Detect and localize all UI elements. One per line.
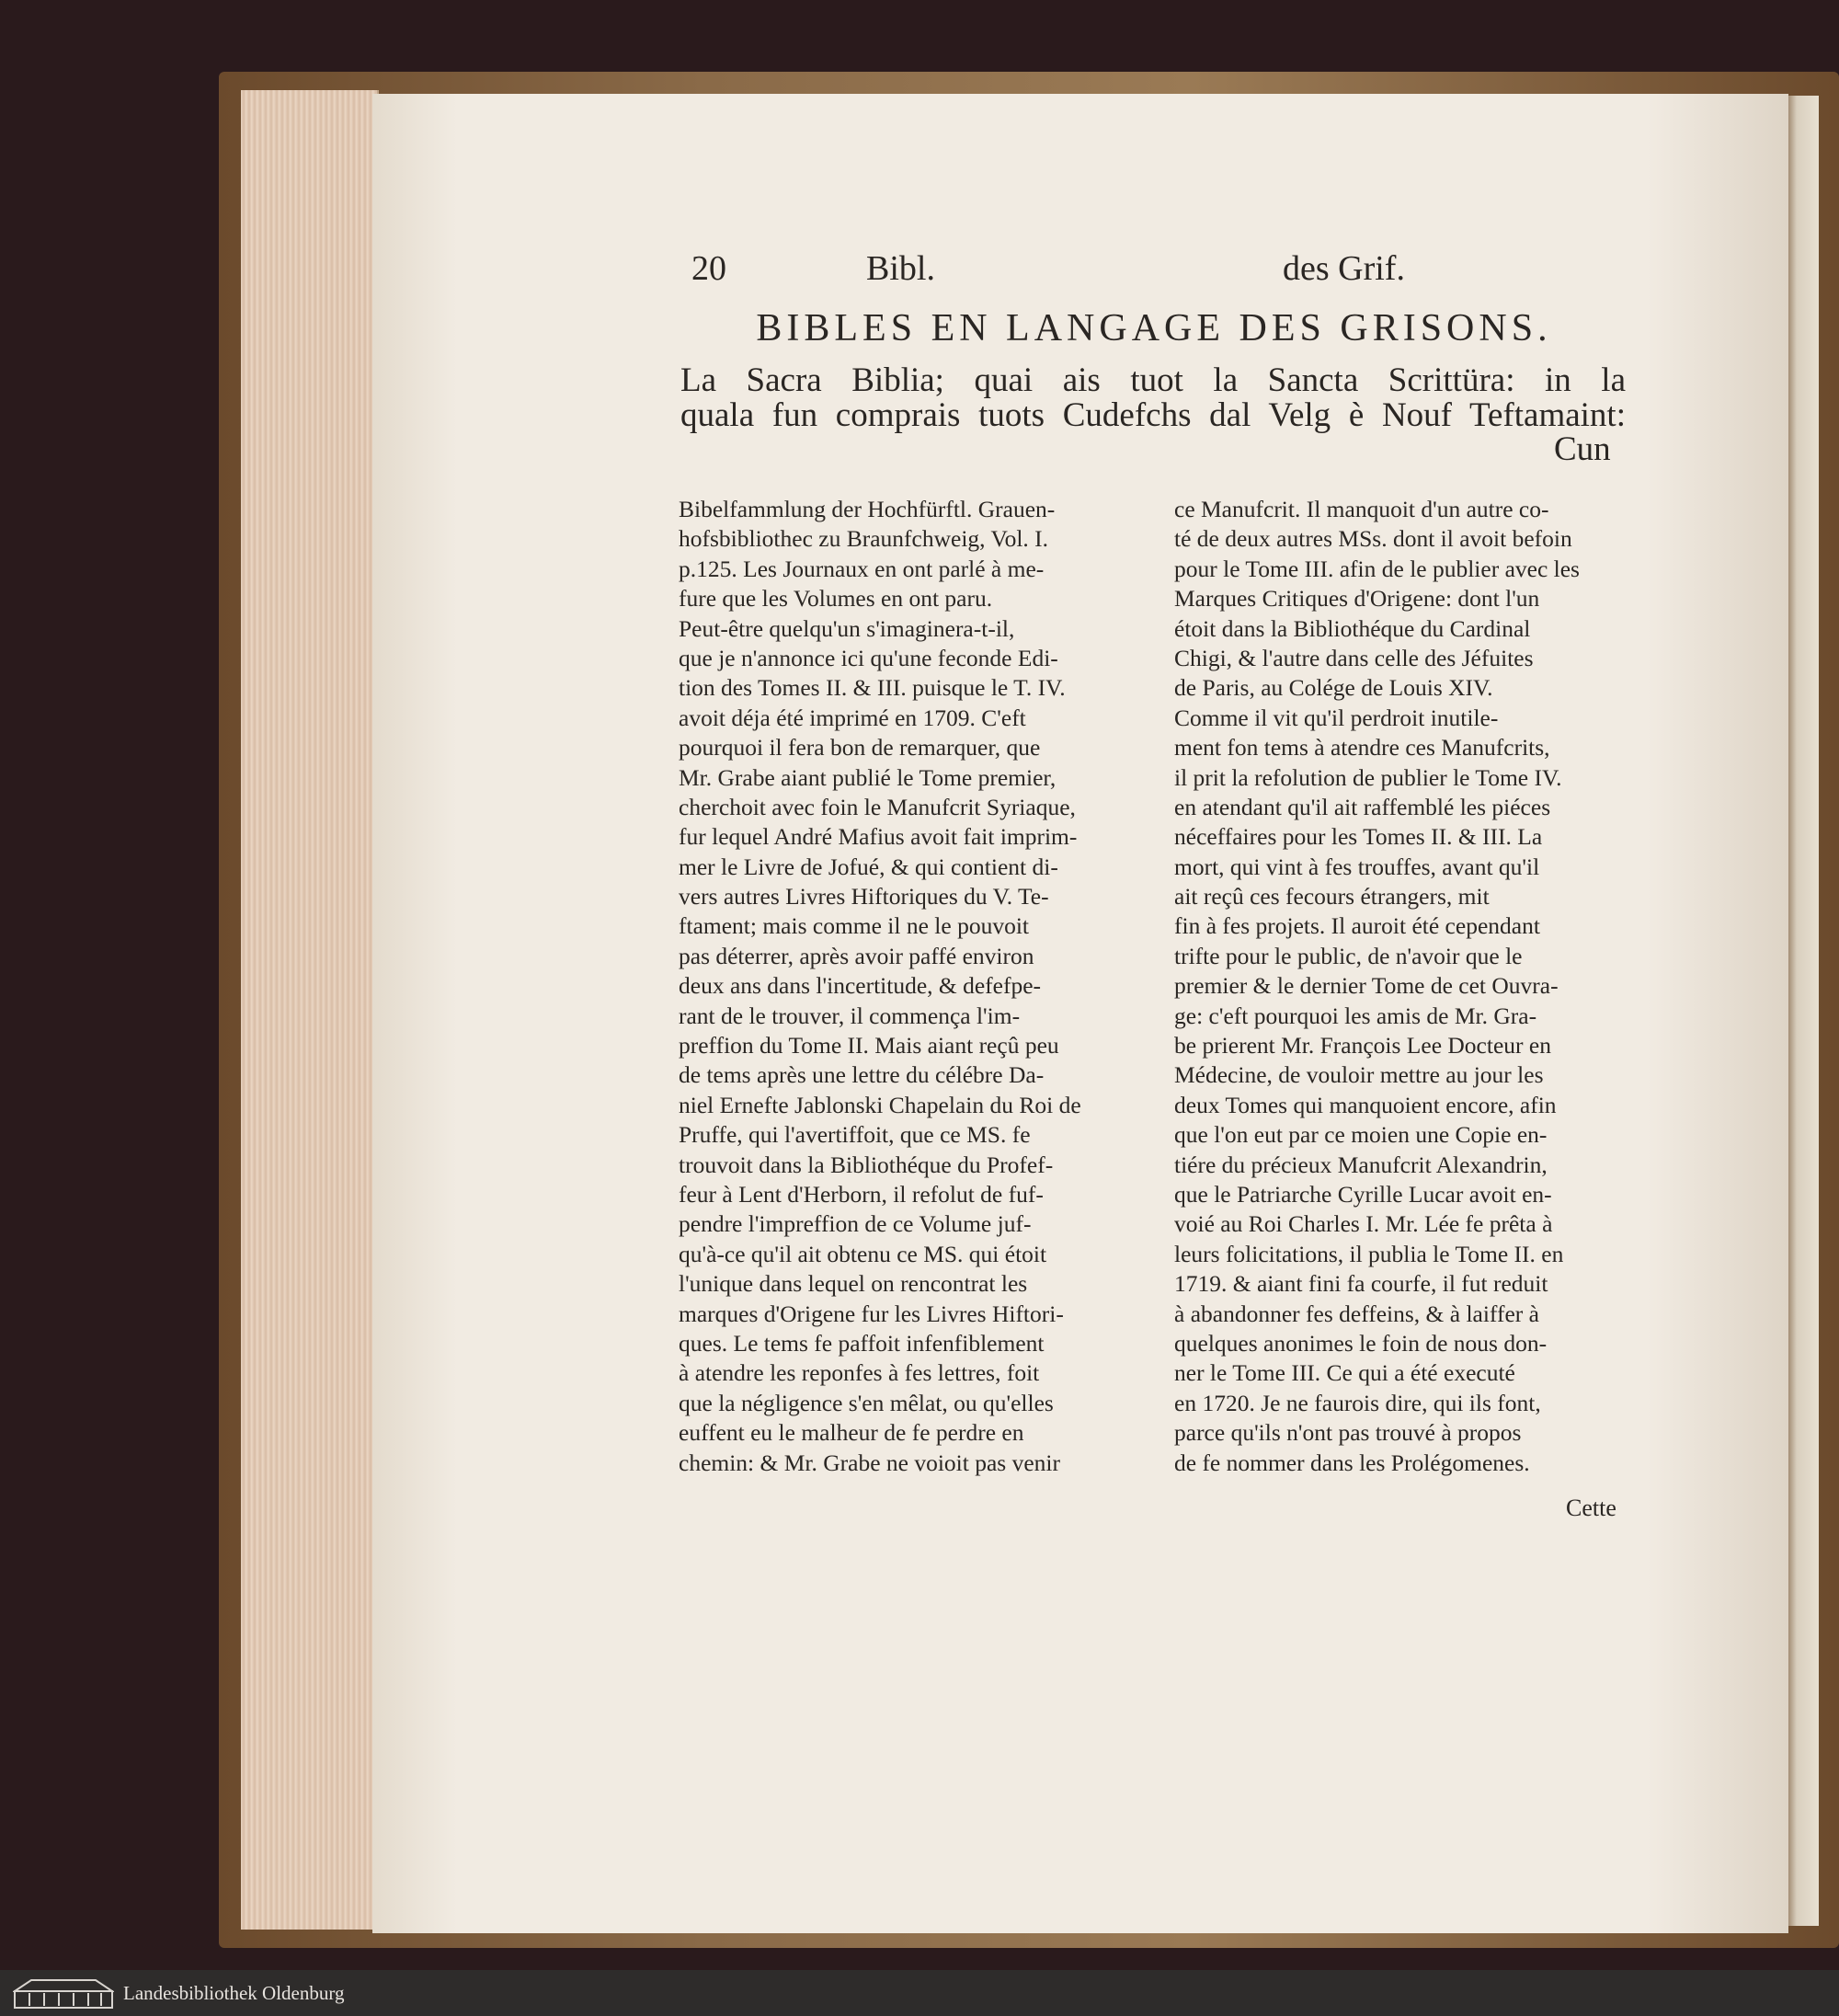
text-line: Pruffe, qui l'avertiffoit, que ce MS. fe (679, 1121, 1031, 1149)
text-line: p.125. Les Journaux en ont parlé à me- (679, 555, 1045, 582)
text-line: 1719. & aiant fini fa courfe, il fut reduit (1174, 1270, 1548, 1298)
entry-line-end: Cun (1554, 430, 1611, 468)
text-line: l'unique dans lequel on rencontrat les (679, 1270, 1028, 1298)
text-line: de tems après une lettre du célébre Da- (679, 1061, 1045, 1089)
text-line: Peut-être quelqu'un s'imaginera-t-il, (679, 614, 1015, 642)
text-line: pendre l'impreffion de ce Volume juf- (679, 1210, 1032, 1238)
text-line: deux Tomes qui manquoient encore, afin (1174, 1091, 1557, 1118)
text-line: trouvoit dans la Bibliothéque du Profef- (679, 1151, 1054, 1178)
text-line: Médecine, de vouloir mettre au jour les (1174, 1061, 1544, 1089)
text-line: fur lequel André Mafius avoit fait imprim- (679, 823, 1078, 851)
text-line: cherchoit avec foin le Manufcrit Syriaque, (679, 793, 1076, 820)
text-line: ment fon tems à atendre ces Manufcrits, (1174, 734, 1550, 762)
left-column (679, 495, 1143, 1478)
institution-name: Landesbibliothek Oldenburg (123, 1982, 345, 2004)
text-line: ques. Le tems fe paffoit infenfiblement (679, 1329, 1045, 1357)
text-line: que l'on eut par ce moien une Copie en- (1174, 1121, 1548, 1149)
section-title: BIBLES EN LANGAGE DES GRISONS. (756, 307, 1552, 349)
text-line: étoit dans la Bibliothéque du Cardinal (1174, 614, 1531, 642)
entry-line: quala fun comprais tuots Cudefchs dal Velg è Nouf Teftamaint: (680, 396, 1626, 434)
page-number: 20 (691, 249, 726, 288)
text-line: premier & le dernier Tome de cet Ouvra- (1174, 972, 1559, 1000)
text-line: avoit déja été imprimé en 1709. C'eft (679, 704, 1026, 731)
text-line: que la négligence s'en mêlat, ou qu'elles (679, 1389, 1054, 1416)
text-line: quelques anonimes le foin de nous don- (1174, 1329, 1548, 1357)
text-line: de Paris, au Colége de Louis XIV. (1174, 674, 1493, 702)
text-line: ce Manufcrit. Il manquoit d'un autre co- (1174, 496, 1549, 522)
page-fore-edge (241, 90, 379, 1930)
text-line: Bibelfammlung der Hochfürftl. Grauen- (679, 496, 1056, 522)
text-line: marques d'Origene fur les Livres Hiftori- (679, 1300, 1064, 1327)
text-line: fure que les Volumes en ont paru. (679, 585, 993, 613)
text-line: té de deux autres MSs. dont il avoit befoin (1174, 525, 1572, 553)
text-line: ner le Tome III. Ce qui a été executé (1174, 1359, 1515, 1387)
text-line: ge: c'eft pourquoi les amis de Mr. Gra- (1174, 1002, 1537, 1029)
footer-bar (0, 1970, 1839, 2016)
library-building-icon (13, 1978, 114, 2010)
text-line: leurs folicitations, il publia le Tome II. en (1174, 1240, 1564, 1267)
text-line: preffion du Tome II. Mais aiant reçû peu (679, 1032, 1059, 1060)
text-line: en atendant qu'il ait raffemblé les piéces (1174, 793, 1551, 820)
catchword: Cette (1566, 1495, 1616, 1521)
text-line: pourquoi il fera bon de remarquer, que (679, 734, 1041, 762)
text-line: Chigi, & l'autre dans celle des Jéfuites (1174, 644, 1534, 671)
text-line: pas déterrer, après avoir paffé environ (679, 942, 1034, 969)
text-line: ait reçû ces fecours étrangers, mit (1174, 883, 1490, 911)
text-line: Marques Critiques d'Origene: dont l'un (1174, 585, 1540, 613)
text-line: Comme il vit qu'il perdroit inutile- (1174, 704, 1499, 731)
text-line: en 1720. Je ne faurois dire, qui ils font, (1174, 1389, 1541, 1416)
text-line: tiére du précieux Manufcrit Alexandrin, (1174, 1151, 1548, 1178)
text-line: pour le Tome III. afin de le publier avec les (1174, 555, 1580, 582)
text-line: à atendre les reponfes à fes lettres, foit (679, 1359, 1040, 1387)
text-line: tion des Tomes II. & III. puisque le T. IV. (679, 674, 1066, 702)
text-line: Mr. Grabe aiant publié le Tome premier, (679, 763, 1057, 791)
text-line: deux ans dans l'incertitude, & defefpe- (679, 972, 1042, 1000)
text-line: à abandonner fes deffeins, & à laiffer à (1174, 1300, 1539, 1327)
running-head-center: Bibl. (866, 249, 935, 288)
text-line: que je n'annonce ici qu'une feconde Edi- (679, 644, 1058, 671)
text-line: be prierent Mr. François Lee Docteur en (1174, 1032, 1551, 1060)
text-line: feur à Lent d'Herborn, il refolut de fuf- (679, 1180, 1044, 1208)
text-line: vers autres Livres Hiftoriques du V. Te- (679, 883, 1049, 911)
running-head-right: des Grif. (1283, 249, 1405, 288)
text-line: parce qu'ils n'ont pas trouvé à propos (1174, 1419, 1522, 1447)
text-line: que le Patriarche Cyrille Lucar avoit en- (1174, 1180, 1552, 1208)
text-line: ftament; mais comme il ne le pouvoit (679, 912, 1029, 940)
text-line: niel Ernefte Jablonski Chapelain du Roi de (679, 1091, 1081, 1118)
right-column (1174, 495, 1627, 1478)
text-line: hofsbibliothec zu Braunfchweig, Vol. I. (679, 525, 1049, 553)
text-line: mort, qui vint à fes trouffes, avant qu'il (1174, 853, 1540, 880)
text-line: voié au Roi Charles I. Mr. Lée fe prêta à (1174, 1210, 1553, 1238)
text-line: il prit la refolution de publier le Tome IV. (1174, 763, 1562, 791)
text-line: fin à fes projets. Il auroit été cependant (1174, 912, 1540, 940)
text-line: de fe nommer dans les Prolégomenes. (1174, 1449, 1530, 1476)
text-line: rant de le trouver, il commença l'im- (679, 1002, 1021, 1029)
text-line: chemin: & Mr. Grabe ne voioit pas venir (679, 1449, 1060, 1476)
text-line: néceffaires pour les Tomes II. & III. La (1174, 823, 1543, 851)
text-line: mer le Livre de Jofué, & qui contient di- (679, 853, 1058, 880)
entry-line: La Sacra Biblia; quai ais tuot la Sancta Scrittüra: in la (680, 361, 1626, 399)
text-line: trifte pour le public, de n'avoir que le (1174, 942, 1523, 969)
text-line: euffent eu le malheur de fe perdre en (679, 1419, 1024, 1447)
text-line: qu'à-ce qu'il ait obtenu ce MS. qui étoit (679, 1240, 1047, 1267)
